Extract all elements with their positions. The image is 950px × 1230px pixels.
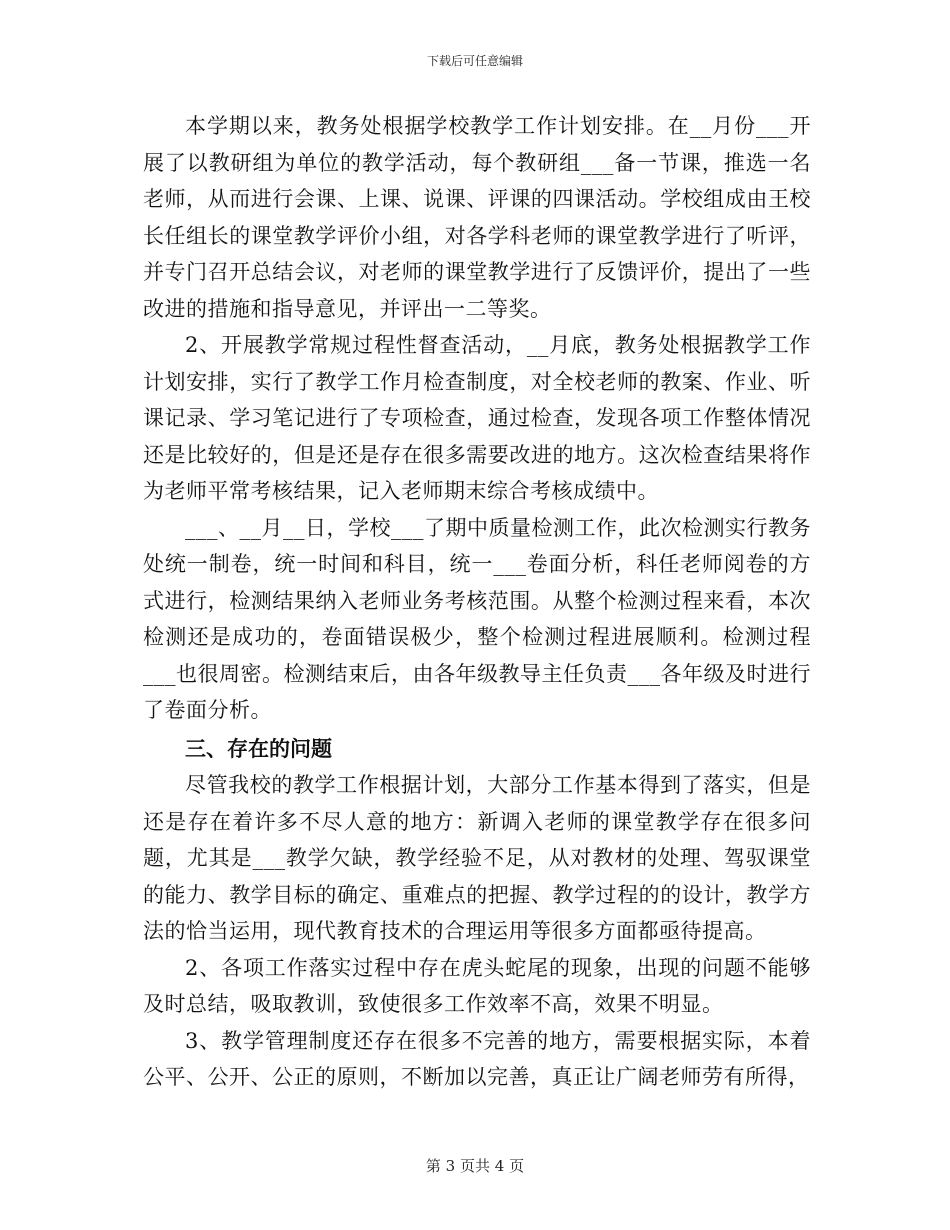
paragraph-2: 2、开展教学常规过程性督查活动，__月底，教务处根据教学工作计划安排，实行了教学工作月检查制度，对全校老师的教案、作业、听课记录、学习笔记进行了专项检查，通过检查，发现各项工作整体情况还是比较好的，但是还是存在很多需要改进的地方。这次检查结果将作为老师平常考核结果，记入老师期末综合考核成绩中。: [143, 333, 811, 503]
paragraph-3: ___、__月__日，学校___了期中质量检测工作，此次检测实行教务处统一制卷，统一时间和科目，统一___卷面分析，科任老师阅卷的方式进行，检测结果纳入老师业务考核范围。从整个检测过程来看，本次检测还是成功的，卷面错误极少，整个检测过程进展顺利。检测过程___也很周密。检测结束后，由各年级教导主任负责___各年级及时进行了卷面分析。: [143, 515, 811, 722]
paragraph-4: 尽管我校的教学工作根据计划，大部分工作基本得到了落实，但是还是存在着许多不尽人意的地方：新调入老师的课堂教学存在很多问题，尤其是___教学欠缺，教学经验不足，从对教材的处理、驾驭课堂的能力、教学目标的确定、重难点的把握、教学过程的的设计，教学方法的恰当运用，现代教育技术的合理运用等很多方面都亟待提高。: [143, 773, 811, 943]
paragraph-1: 本学期以来，教务处根据学校教学工作计划安排。在__月份___开展了以教研组为单位的教学活动，每个教研组___备一节课，推选一名老师，从而进行会课、上课、说课、评课的四课活动。学校组成由王校长任组长的课堂教学评价小组，对各学科老师的课堂教学进行了听评，并专门召开总结会议，对老师的课堂教学进行了反馈评价，提出了一些改进的措施和指导意见，并评出一二等奖。: [143, 114, 811, 321]
page-footer: 第 3 页共 4 页: [425, 1157, 525, 1175]
page-header: 下载后可任意编辑: [426, 54, 523, 68]
document-body: [143, 108, 811, 1096]
paragraph-5: 2、各项工作落实过程中存在虎头蛇尾的现象，出现的问题不能够及时总结，吸取教训，致使很多工作效率不高，效果不明显。: [143, 955, 811, 1016]
paragraph-6: 3、教学管理制度还存在很多不完善的地方，需要根据实际，本着公平、公开、公正的原则，不断加以完善，真正让广阔老师劳有所得，: [143, 1028, 811, 1089]
section-heading: 三、存在的问题: [185, 736, 332, 761]
